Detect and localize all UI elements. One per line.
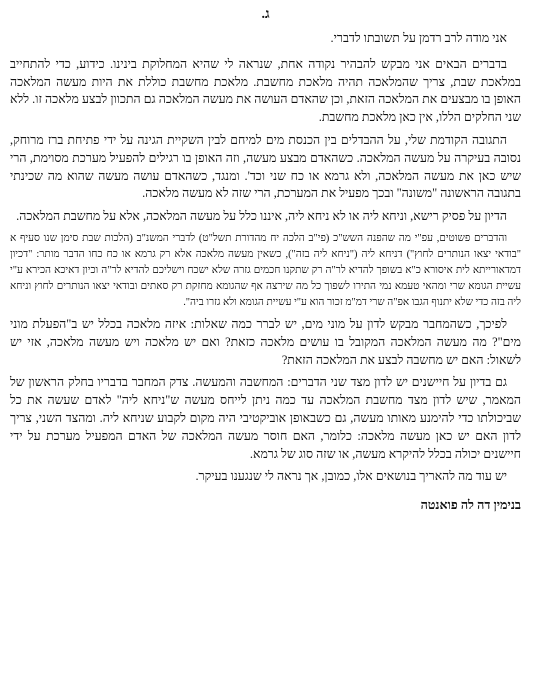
closing-paragraph: יש עוד מה להאריך בנושאים אלו, כמובן, אך נראה לי שנגענו בעיקר. [195,469,507,484]
opening-paragraph: אני מודה לרב רדמן על תשובתו לדברי. [330,31,507,45]
paragraph-previous-response: התגובה הקודמת שלי, על ההבדלים בין הכנסת מים למיחם לבין השקיית הגינה על ידי פתיחת ברז מרוחק, נסובה בעיקרה על מעשה המלאכה. כשהאדם מבצע מעשה, וזה האופן בו רגילים להפעיל מערכת מסוימת, הרי שיש כאן את מעשה המלאכה, ולא גרמא או כח שני וכד'. ומנגד, כשהאדם עושה מעשה שהוא מה שכינתי בתגובה הראשונה "משונה" ובכך מפעיל את המערכת, הרי שזה לא מעשה מלאכה. [10,132,521,201]
paragraph-sensors: גם בדיון על חיישנים יש לדון מצד שני הדברים: המחשבה והמעשה. צדק המחבר בדבריו בחלק הראשון של המאמר, שיש לדון מצד מחשבת המלאכה עד כמה ניתן לייחס מעשה ש"ניחא ליה" לאדם שעשה את כל שביכולתו כדי להימנע מאותו מעשה, גם כשבאופן אוביקטיבי היה מקום לקבוע שניחא ליה. ומהצד השני, צריך לדון האם יש כאן מעשה מלאכה: כלומר, האם חוסר מעשה המלאכה של האדם המפעיל מערכת על ידי חיישנים יכולה בכלל להיקרא מעשה, או שזה סוג של גרמא. [10,375,521,461]
paragraph-water-meters: לפיכך, כשהמחבר מבקש לדון על מוני מים, יש לברר כמה שאלות: איזה מלאכה בכלל יש ב"הפעלת מוני מים"? מה מעשה המלאכה המקובל בו עושים מלאכה כזאת? ואם יש מלאכה ויש מעשה מלאכה, אזי יש לשאול: האם יש מחשבה לבצע את המלאכה הזאת? [10,316,521,367]
author-signature: בנימין דה לה פואנטה [420,498,521,513]
section-heading: ג. [261,7,270,22]
paragraph-mishna-berura-quote: והדברים פשוטים, עפ"י מה שהפנה השש"כ (פי"ב הלכה יח מהדורת תשל"ט) לדברי המשנ"ב (הלכות שבת סימן שנו סעיף א "בודאי יצאו הנותרים לחוץ") דניחא ליה ("ניחא ליה בזה"), כשאין מעשה מלאכה אלא רק גרמא או כח כחו הדבר מותר: "דכיון דמדאורייתא לית איסורא כ"א בשופך להדיא לר"ה רק שתקנו חכמים גזרה שלא ישכח וישליכם להדיא לר"ה וכיון דאיכא הכירא ע"י עשיית הגומא שרי ומהאי טעמא נמי התירו לשפוך כל מה שירצה אף שהגומא מחזקת רק סאתים ובודאי יצאו הנותרים לחוץ וניחא ליה בזה כדי שלא יתנוף הגבו אפ"ה שרי דמ"מ זכור הוא ע"י עשיית הגומא ולא גזרו ביה". [10,232,521,308]
paragraph-melacha-machshevet: בדברים הבאים אני מבקש להבהיר נקודה אחת, שנראה לי שהיא המחלוקת בינינו. כידוע, כדי להתחייב במלאכת שבת, צריך שהמלאכה תהיה מלאכת מחשבת. מלאכת מחשבת כוללת את היות מעשה המלאכה האופן בו מבצעים את המלאכה הזאת, וכן שהאדם העושה את מעשה המלאכה גם התכוון לבצע מלאכה זו. ללא שני החלקים הללו, אין כאן מלאכת מחשבת. [10,56,521,125]
paragraph-psik-reisha: הדיון על פסיק רישא, וניחא ליה או לא ניחא ליה, איננו כלל על מעשה המלאכה, אלא על מחשבת המלאכה. [16,209,507,224]
